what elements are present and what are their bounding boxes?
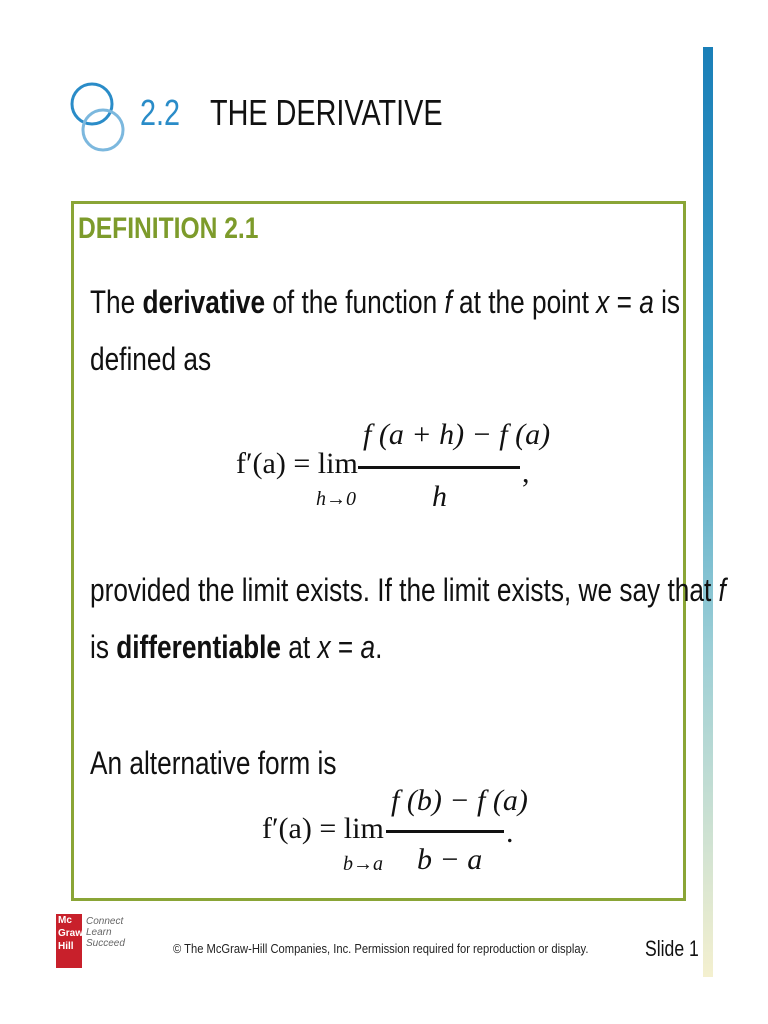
formula-2-period: . (506, 816, 514, 849)
tagline-line: Connect (86, 916, 124, 927)
definition-heading: DEFINITION 2.1 (78, 212, 259, 245)
section-title: THE DERIVATIVE (210, 92, 443, 133)
text-run: is (653, 284, 681, 320)
text-run: The (90, 284, 143, 320)
formula-1-numerator: f (a + h) − f (a) (363, 418, 551, 451)
mcgraw-hill-logo (56, 914, 82, 968)
text-run: = (330, 629, 361, 665)
term-differentiable: differentiable (116, 629, 281, 665)
slide-number: Slide 1 (645, 936, 699, 961)
var-x: x (596, 284, 610, 320)
copyright-notice: © The McGraw-Hill Companies, Inc. Permission required for reproduction or display. (173, 941, 589, 956)
var-f: f (718, 572, 726, 608)
var-a: a (639, 284, 654, 320)
formula-1-lhs: f′(a) = lim (236, 447, 358, 480)
text-run: at (280, 629, 318, 665)
formula-2-denominator: b − a (417, 843, 483, 876)
text-run: defined as (90, 341, 212, 377)
section-number: 2.2 (140, 92, 181, 133)
definition-paragraph-3: An alternative form is (90, 745, 337, 781)
formula-1-denominator: h (432, 480, 447, 513)
formula-2-fraction-bar (386, 830, 504, 833)
var-f: f (444, 284, 452, 320)
var-x: x (317, 629, 331, 665)
text-run: provided the limit exists. If the limit exists, we say that (90, 572, 719, 608)
logo-line: Mc (58, 915, 72, 926)
text-run: . (375, 629, 383, 665)
definition-paragraph-1 (90, 274, 680, 388)
logo-line: Graw (58, 928, 84, 939)
formula-2-limit-sub: b→a (343, 853, 383, 875)
formula-2-lhs: f′(a) = lim (262, 812, 384, 845)
formula-2-numerator: f (b) − f (a) (391, 784, 528, 817)
var-a: a (360, 629, 376, 665)
logo-tagline (86, 916, 125, 949)
formula-1-limit-sub: h→0 (316, 488, 356, 510)
term-derivative: derivative (142, 284, 266, 320)
logo-line: Hill (58, 941, 74, 952)
side-gradient-bar (703, 47, 713, 977)
tagline-line: Learn (86, 927, 112, 938)
formula-1-comma: , (522, 456, 530, 489)
text-run: at the point (451, 284, 597, 320)
text-run: is (90, 629, 117, 665)
formula-1-fraction-bar (358, 466, 520, 469)
text-run: of the function (265, 284, 445, 320)
tagline-line: Succeed (86, 938, 125, 949)
text-run: = (609, 284, 640, 320)
overlapping-circles-icon (70, 76, 130, 156)
definition-paragraph-2 (90, 562, 726, 676)
